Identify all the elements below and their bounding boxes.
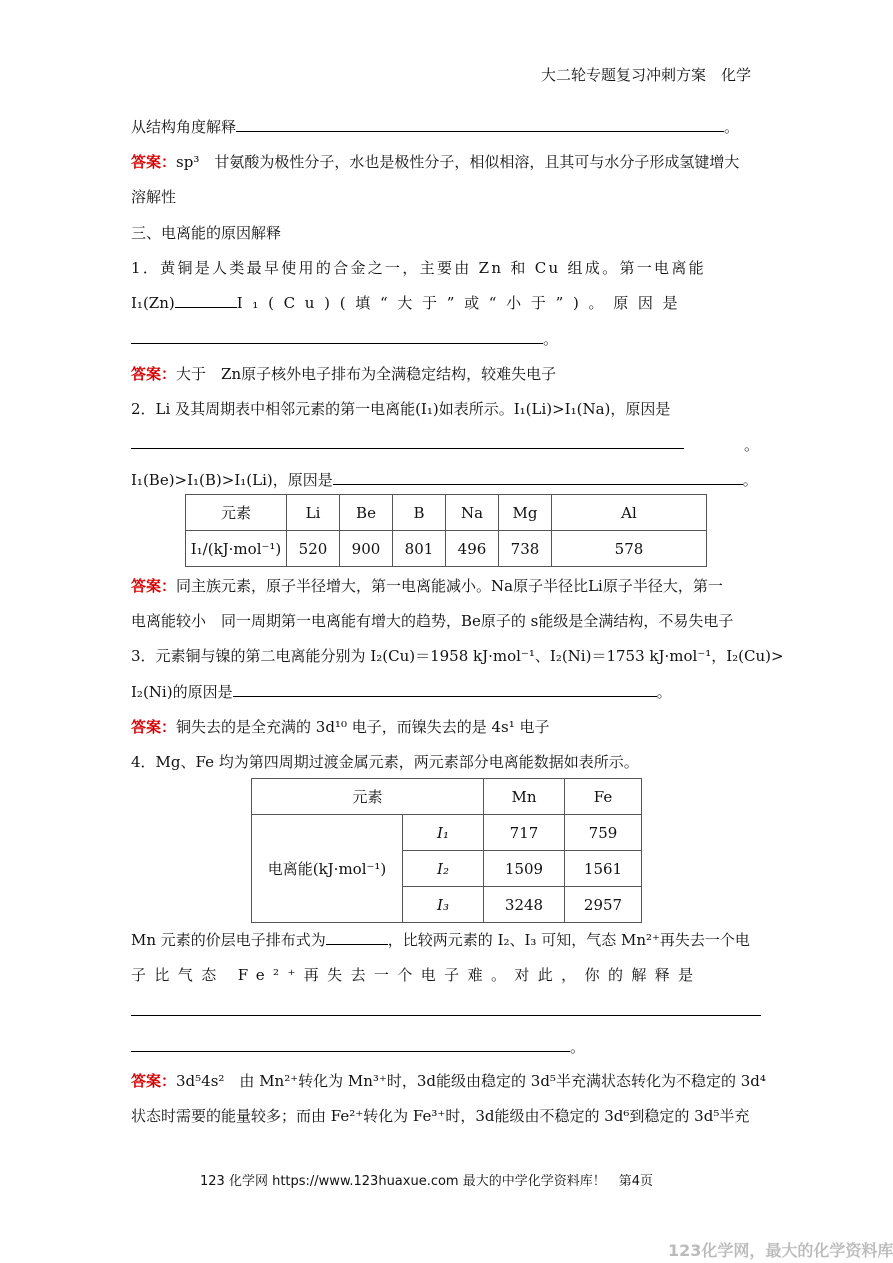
table-header: Na bbox=[446, 495, 499, 531]
table-header: Mg bbox=[499, 495, 552, 531]
answer-text: 3d⁵4s² 由 Mn²⁺转化为 Mn³⁺时，3d能级由稳定的 3d⁵半充满状态转化为不稳定的 3d⁴ bbox=[176, 1072, 766, 1090]
question-line bbox=[131, 929, 750, 950]
question-line bbox=[131, 328, 558, 349]
row-label: 电离能(kJ·mol⁻¹) bbox=[252, 815, 403, 923]
answer-blank bbox=[131, 434, 684, 449]
text: Mn 元素的价层电子排布式为 bbox=[131, 931, 326, 949]
row-sublabel: I₂ bbox=[403, 851, 484, 887]
answer-blank bbox=[131, 1001, 761, 1016]
table-cell: 1561 bbox=[565, 851, 642, 887]
question-line bbox=[131, 116, 739, 137]
answer-line: 状态时需要的能量较多；而由 Fe²⁺转化为 Fe³⁺时，3d能级由不稳定的 3d⁶到稳定的 3d⁵半充 bbox=[131, 1107, 750, 1125]
table-cell: 900 bbox=[340, 531, 393, 567]
answer-text: sp³ 甘氨酸为极性分子，水也是极性分子，相似相溶，且其可与水分子形成氢键增大 bbox=[176, 153, 740, 171]
question-line: 子比气态 Fe²⁺再失去一个电子难。对此，你的解释是 bbox=[131, 966, 702, 984]
table-header: Al bbox=[552, 495, 707, 531]
section-title: 三、电离能的原因解释 bbox=[131, 224, 282, 242]
text: 。 bbox=[543, 330, 559, 348]
answer-blank bbox=[326, 930, 388, 945]
question-line: 3．元素铜与镍的第二电离能分别为 I₂(Cu)＝1958 kJ·mol⁻¹、I₂(Ni)＝1753 kJ·mol⁻¹，I₂(Cu)> bbox=[131, 647, 784, 665]
text: 从结构角度解释 bbox=[131, 118, 237, 136]
answer-line bbox=[131, 716, 550, 737]
answer-line bbox=[131, 151, 739, 172]
text: I₁(Be)>I₁(B)>I₁(Li)，原因是 bbox=[131, 471, 333, 489]
answer-text: 铜失去的是全充满的 3d¹⁰ 电子，而镍失去的是 4s¹ 电子 bbox=[176, 718, 550, 736]
text: 。 bbox=[744, 436, 760, 454]
text: I₁(Cu)(填“大于”或“小于”)。原因是 bbox=[236, 294, 688, 312]
ionization-table-1 bbox=[185, 494, 707, 567]
table-header: Be bbox=[340, 495, 393, 531]
question-line bbox=[131, 434, 684, 453]
table-cell: 759 bbox=[565, 815, 642, 851]
text: 。 bbox=[724, 118, 740, 136]
table-cell: 520 bbox=[287, 531, 340, 567]
table-header: Mn bbox=[484, 779, 565, 815]
question-line bbox=[131, 1001, 761, 1020]
table-cell: 3248 bbox=[484, 887, 565, 923]
watermark: 123化学网，最大的化学资料库 bbox=[668, 1241, 893, 1260]
row-sublabel: I₃ bbox=[403, 887, 484, 923]
text: 。 bbox=[656, 683, 672, 701]
answer-blank bbox=[131, 1037, 570, 1052]
answer-line bbox=[131, 1070, 766, 1091]
page-header: 大二轮专题复习冲刺方案 化学 bbox=[541, 66, 752, 84]
question-line: 1．黄铜是人类最早使用的合金之一，主要由 Zn 和 Cu 组成。第一电离能 bbox=[131, 259, 706, 277]
question-line bbox=[131, 292, 687, 313]
answer-label: 答案： bbox=[131, 577, 177, 595]
question-line bbox=[131, 681, 672, 702]
table-header: Fe bbox=[565, 779, 642, 815]
answer-blank bbox=[233, 682, 657, 697]
answer-line bbox=[131, 575, 723, 596]
table-cell: 1509 bbox=[484, 851, 565, 887]
question-line: 2．Li 及其周期表中相邻元素的第一电离能(I₁)如表所示。I₁(Li)>I₁(Na)，原因是 bbox=[131, 400, 671, 418]
answer-text: 同主族元素，原子半径增大，第一电离能减小。Na原子半径比Li原子半径大，第一 bbox=[176, 577, 723, 595]
row-sublabel: I₁ bbox=[403, 815, 484, 851]
table-cell: 717 bbox=[484, 815, 565, 851]
table-header: Li bbox=[287, 495, 340, 531]
answer-blank bbox=[175, 293, 237, 308]
question-line bbox=[131, 469, 758, 490]
answer-blank bbox=[333, 470, 743, 485]
text: 。 bbox=[570, 1038, 586, 1056]
question-line bbox=[131, 1036, 585, 1057]
answer-label: 答案： bbox=[131, 153, 177, 171]
text: I₁(Zn) bbox=[131, 294, 175, 312]
table-header: 元素 bbox=[252, 779, 484, 815]
table-cell: 578 bbox=[552, 531, 707, 567]
answer-line: 电离能较小 同一周期第一电离能有增大的趋势，Be原子的 s能级是全满结构，不易失电子 bbox=[131, 612, 734, 630]
text: ，比较两元素的 I₂、I₃ 可知，气态 Mn²⁺再失去一个电 bbox=[387, 931, 750, 949]
table-cell: 2957 bbox=[565, 887, 642, 923]
table-cell: 496 bbox=[446, 531, 499, 567]
answer-label: 答案： bbox=[131, 718, 177, 736]
page-footer: 123 化学网 https://www.123huaxue.com 最大的中学化学资料库！ 第4页 bbox=[200, 1174, 654, 1189]
ionization-table-2 bbox=[251, 778, 642, 923]
answer-blank bbox=[236, 117, 724, 132]
answer-text: 大于 Zn原子核外电子排布为全满稳定结构，较难失电子 bbox=[176, 365, 557, 383]
answer-line bbox=[131, 363, 556, 384]
answer-label: 答案： bbox=[131, 1072, 177, 1090]
text: 。 bbox=[742, 471, 758, 489]
table-cell: 801 bbox=[393, 531, 446, 567]
answer-label: 答案： bbox=[131, 365, 177, 383]
answer-blank bbox=[131, 329, 543, 344]
answer-line: 溶解性 bbox=[131, 188, 177, 206]
table-cell: 738 bbox=[499, 531, 552, 567]
text: I₂(Ni)的原因是 bbox=[131, 683, 233, 701]
table-header: B bbox=[393, 495, 446, 531]
table-header: 元素 bbox=[186, 495, 287, 531]
question-line: 4．Mg、Fe 均为第四周期过渡金属元素，两元素部分电离能数据如表所示。 bbox=[131, 753, 639, 771]
row-label: I₁/(kJ·mol⁻¹) bbox=[186, 531, 287, 567]
